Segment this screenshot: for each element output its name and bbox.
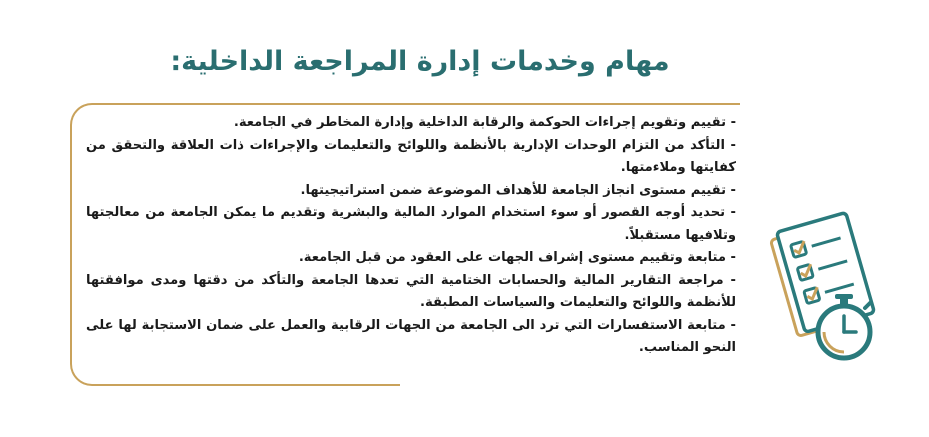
- list-item: - مراجعة التقارير المالية والحسابات الختامية التي تعدها الجامعة والتأكد من دقتها ومدى موافقتها للأنظمة واللوائح والتعليمات والسياسات المطبقة.: [86, 272, 736, 310]
- list-item: - متابعة وتقييم مستوى إشراف الجهات على العقود من قبل الجامعة.: [298, 250, 736, 265]
- checklist-stopwatch-icon: [760, 200, 890, 378]
- page-title: مهام وخدمات إدارة المراجعة الداخلية:: [170, 46, 670, 77]
- frame-gap: [400, 375, 745, 389]
- list-item: - متابعة الاستفسارات التي ترد الى الجامعة من الجهات الرقابية والعمل على ضمان الاستجابة لها على النحو المناسب.: [86, 317, 736, 355]
- tasks-list: [86, 112, 736, 360]
- list-item: - تقييم وتقويم إجراءات الحوكمة والرقابة الداخلية وإدارة المخاطر في الجامعة.: [233, 115, 736, 130]
- list-item: - تقييم مستوى انجاز الجامعة للأهداف الموضوعة ضمن استراتيجيتها.: [300, 182, 736, 198]
- list-item: - التأكد من التزام الوحدات الإدارية بالأنظمة واللوائح والتعليمات والإجراءات ذات العلاقة والتحقق من كفايتها وملاءمتها.: [86, 137, 736, 175]
- list-item: - تحديد أوجه القصور أو سوء استخدام الموارد المالية والبشرية وتقديم ما يمكن الجامعة من معالجتها وتلافيها مستقبلاً.: [86, 205, 736, 243]
